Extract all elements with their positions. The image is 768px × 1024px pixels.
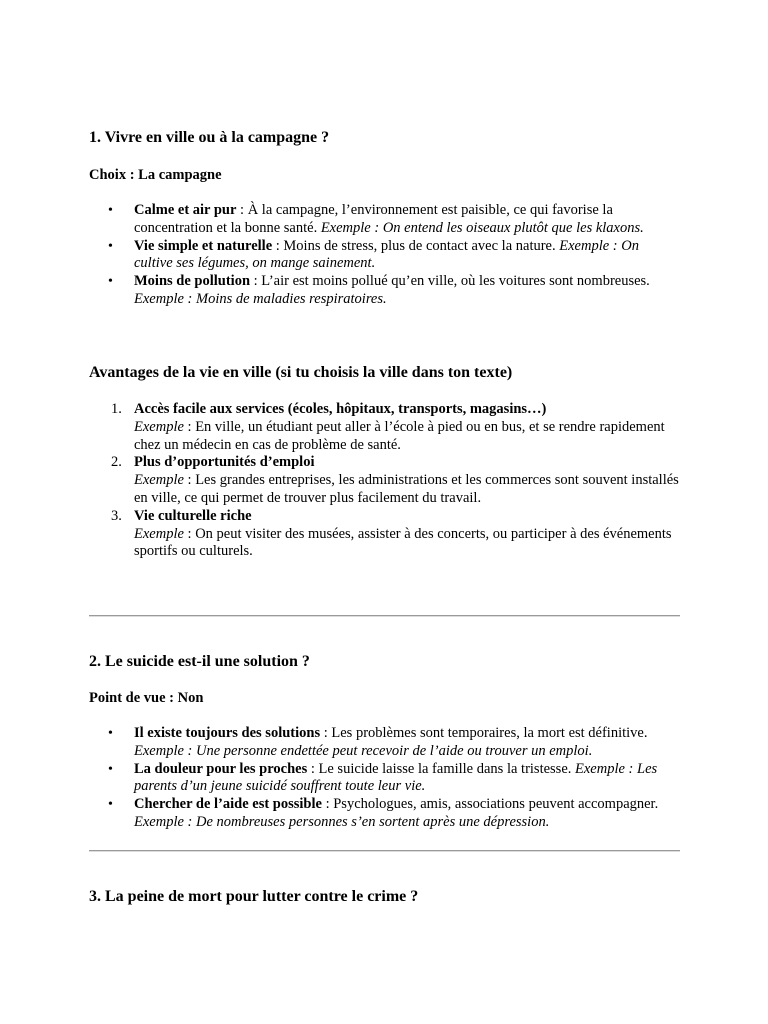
item-example-text: : Les grandes entreprises, les administrations et les commerces sont souvent installés en ville, ce qui permet de trouver plus facilement du travail.	[134, 472, 679, 506]
list-item	[89, 238, 680, 274]
item-term: Il existe toujours des solutions	[134, 725, 321, 741]
item-example-label: Exemple	[134, 418, 184, 435]
item-term: Vie culturelle riche	[134, 507, 252, 524]
item-example-text: : En ville, un étudiant peut aller à l’école à pied ou en bus, et se rendre rapidement chez un médecin en cas de problème de santé.	[134, 418, 665, 453]
city-advantages-list	[89, 401, 680, 561]
item-term: Accès facile aux services (écoles, hôpitaux, transports, magasins…)	[134, 401, 547, 417]
list-item	[89, 454, 680, 507]
item-text: : Le suicide laisse la famille dans la tristesse.	[307, 760, 576, 777]
list-item	[89, 761, 680, 797]
section-2-title: 2. Le suicide est-il une solution ?	[89, 653, 310, 670]
item-text: : L’air est moins pollué qu’en ville, où les voitures sont nombreuses.	[250, 273, 650, 290]
item-example: Exemple : Moins de maladies respiratoires.	[134, 290, 387, 307]
item-term: La douleur pour les proches	[134, 760, 308, 777]
section-1-list	[89, 202, 680, 309]
item-text: : Psychologues, amis, associations peuvent accompagner.	[321, 796, 659, 813]
item-term: Vie simple et naturelle	[134, 237, 273, 254]
list-item	[89, 508, 680, 561]
item-example-label: Exemple	[134, 472, 184, 489]
item-example: Exemple : On entend les oiseaux plutôt que les klaxons.	[320, 219, 644, 236]
item-term: Chercher de l’aide est possible	[134, 796, 322, 813]
section-3-title: 3. La peine de mort pour lutter contre le crime ?	[89, 888, 419, 905]
list-item	[89, 202, 680, 238]
item-number: 2.	[111, 454, 122, 471]
city-advantages-title: Avantages de la vie en ville (si tu choisis la ville dans ton texte)	[89, 364, 513, 381]
list-item	[89, 725, 680, 761]
item-example-text: : On peut visiter des musées, assister à des concerts, ou participer à des événements sportifs ou culturels.	[134, 525, 672, 560]
item-example: Exemple : On cultive ses légumes, on mange sainement.	[134, 237, 639, 272]
item-example: Exemple : Une personne endettée peut recevoir de l’aide ou trouver un emploi.	[134, 742, 593, 759]
item-text: : À la campagne, l’environnement est paisible, ce qui favorise la concentration et la bonne santé.	[134, 202, 613, 236]
section-1-title: 1. Vivre en ville ou à la campagne ?	[89, 129, 330, 146]
item-term: Moins de pollution	[134, 273, 251, 290]
item-text: : Moins de stress, plus de contact avec la nature.	[272, 237, 560, 254]
horizontal-divider	[89, 850, 680, 852]
item-example-label: Exemple	[134, 525, 184, 542]
section-2-list	[89, 725, 680, 832]
item-example: Exemple : De nombreuses personnes s’en sortent après une dépression.	[134, 813, 550, 830]
section-2-choice: Point de vue : Non	[89, 690, 204, 706]
item-number: 1.	[111, 401, 122, 417]
list-item	[89, 273, 680, 309]
item-term: Calme et air pur	[134, 202, 237, 218]
item-number: 3.	[111, 507, 122, 524]
item-term: Plus d’opportunités d’emploi	[134, 454, 315, 471]
item-text: : Les problèmes sont temporaires, la mort est définitive.	[320, 725, 648, 741]
list-item	[89, 796, 680, 832]
list-item	[89, 401, 680, 454]
horizontal-divider	[89, 615, 680, 617]
section-1-choice: Choix : La campagne	[89, 167, 222, 183]
item-example: Exemple : Les parents d’un jeune suicidé souffrent toute leur vie.	[134, 760, 658, 795]
